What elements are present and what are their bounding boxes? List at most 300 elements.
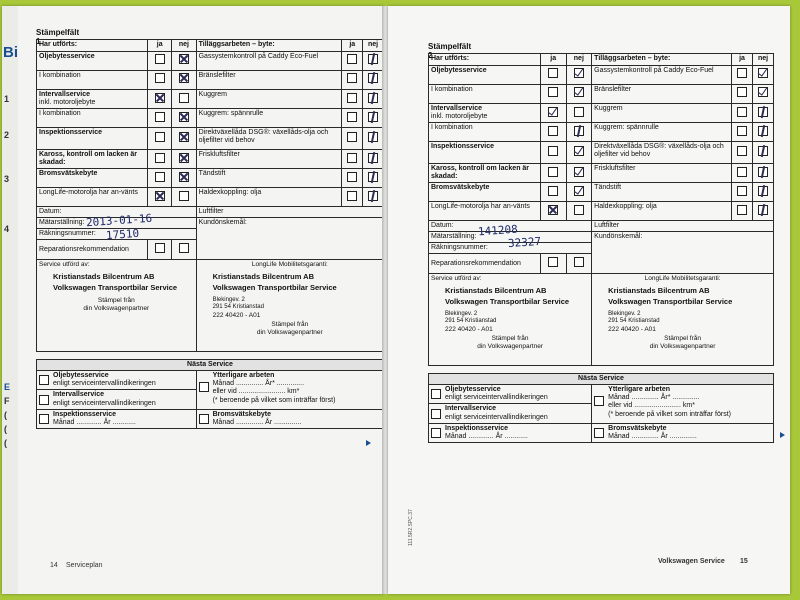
checkbox[interactable] xyxy=(737,146,747,156)
checkbox-cell xyxy=(363,150,384,169)
next-service-item xyxy=(429,385,592,404)
checkbox-cell xyxy=(732,164,753,183)
checkbox[interactable] xyxy=(368,191,378,201)
next-service-title-item: Inspektionsservice xyxy=(445,424,509,432)
checkbox-cell xyxy=(566,66,592,85)
checkbox[interactable] xyxy=(758,68,768,78)
checkbox[interactable] xyxy=(39,375,49,385)
checkbox-cell xyxy=(732,202,753,221)
stamp-caption-1: Stämpel från xyxy=(97,297,135,305)
checkbox[interactable] xyxy=(548,107,558,117)
service-label: LongLife-motorolja har an-vänts xyxy=(37,188,148,207)
additional-label: Friskluftsfilter xyxy=(592,164,732,183)
checkbox[interactable] xyxy=(548,146,558,156)
checkbox[interactable] xyxy=(574,126,584,136)
checkbox-cell xyxy=(753,202,774,221)
checkbox-cell xyxy=(363,90,384,109)
checkbox[interactable] xyxy=(368,172,378,182)
checkbox[interactable] xyxy=(758,167,768,177)
checkbox[interactable] xyxy=(155,93,165,103)
checkbox[interactable] xyxy=(758,87,768,97)
date-label: Datum: xyxy=(37,207,197,218)
checkbox[interactable] xyxy=(368,112,378,122)
checkbox[interactable] xyxy=(155,132,165,142)
checkbox-cell xyxy=(753,104,774,123)
checkbox[interactable] xyxy=(347,112,357,122)
stamp-division: Volkswagen Transportbilar Service xyxy=(212,283,337,293)
checkbox[interactable] xyxy=(179,73,189,83)
service-label: Inspektionsservice xyxy=(37,128,148,150)
stamp-caption xyxy=(39,297,194,312)
stamp-label: LongLife Mobilitetsgaranti: xyxy=(251,261,328,269)
checkbox-cell xyxy=(753,66,774,85)
checkbox[interactable] xyxy=(548,205,558,215)
next-service-title-item: Intervallservice xyxy=(53,391,104,399)
odometer-label: Mätarställning: xyxy=(429,232,592,243)
checkbox[interactable] xyxy=(548,68,558,78)
checkbox[interactable] xyxy=(737,107,747,117)
brake-fluid-title: Bromsvätskebyte xyxy=(212,410,271,418)
checkbox-cell xyxy=(753,123,774,142)
handwritten-date: 2013-01-16 xyxy=(85,211,153,230)
left-page xyxy=(2,6,384,594)
repair-recommendation-label: Reparationsrekommendation xyxy=(37,240,148,260)
side-letter: ( xyxy=(4,410,7,420)
checkbox[interactable] xyxy=(574,186,584,196)
stamp-caption-2: din Volkswagenpartner xyxy=(477,342,543,350)
service-label: Kaross, kontroll om lacken är skadad: xyxy=(37,150,148,169)
checkbox[interactable] xyxy=(155,73,165,83)
next-service-sub: Månad ............. År ............ xyxy=(445,432,528,440)
checkbox[interactable] xyxy=(179,153,189,163)
next-service-title: Nästa Service xyxy=(429,374,774,385)
checkbox-cell xyxy=(566,254,592,274)
checkbox[interactable] xyxy=(548,167,558,177)
side-heading: Bi xyxy=(3,44,18,61)
footer-page-number: 15 xyxy=(740,558,748,565)
stamp-city: 291 54 Kristianstad xyxy=(608,317,660,324)
next-service-title: Nästa Service xyxy=(37,360,384,371)
side-number: 1 xyxy=(4,94,10,104)
checkbox-cell xyxy=(342,71,363,90)
service-label: I kombination xyxy=(37,109,148,128)
checkbox[interactable] xyxy=(548,257,558,267)
checkbox-cell xyxy=(172,240,196,260)
next-service-item xyxy=(37,390,197,409)
checkbox-cell xyxy=(753,142,774,164)
additional-label: Tändstift xyxy=(592,183,732,202)
form-title: Stämpelfält 2 xyxy=(428,42,472,61)
next-service-sub: enligt serviceintervallindikeringen xyxy=(53,380,156,388)
customer-wishes-label: Kundönskemål: xyxy=(592,232,774,274)
handwritten-odometer: 32327 xyxy=(507,234,542,251)
stamp-caption-2: din Volkswagenpartner xyxy=(649,342,716,350)
additional-label: Gassystemkontroll på Caddy Eco-Fuel xyxy=(592,66,732,85)
side-strip xyxy=(2,6,18,594)
checkbox[interactable] xyxy=(155,243,165,253)
side-letter: F xyxy=(4,396,10,406)
form-title: Stämpelfält 1 xyxy=(36,28,80,47)
checkbox[interactable] xyxy=(431,389,441,399)
stamp-label: LongLife Mobilitetsgaranti: xyxy=(644,275,721,283)
additional-label: Bränslefilter xyxy=(196,71,342,90)
service-label: Intervallservice inkl. motoroljebyte xyxy=(429,104,541,123)
checkbox-cell xyxy=(342,52,363,71)
checkbox-cell xyxy=(363,109,384,128)
checkbox[interactable] xyxy=(347,191,357,201)
stamp-caption-1: Stämpel från xyxy=(664,335,702,343)
extra-work-note: (* beroende på vilket som inträffar först) xyxy=(212,396,336,404)
checkbox-cell xyxy=(172,169,196,188)
footer-brand: Volkswagen Service xyxy=(658,558,725,565)
checkbox-cell xyxy=(342,169,363,188)
checkbox[interactable] xyxy=(179,132,189,142)
stamp-city: 291 54 Kristianstad xyxy=(212,303,264,310)
checkbox-cell xyxy=(540,142,566,164)
service-sublabel: inkl. motoroljebyte xyxy=(39,99,96,107)
header-ja: ja xyxy=(342,40,363,52)
service-label: Kaross, kontroll om lacken är skadad: xyxy=(429,164,541,183)
extra-work-month: Månad .............. År* .............. xyxy=(608,394,700,402)
checkbox[interactable] xyxy=(737,205,747,215)
next-service-extra xyxy=(592,385,774,423)
header-performed: Har utförts: xyxy=(429,54,541,66)
service-stamp-cell xyxy=(37,260,197,352)
checkbox[interactable] xyxy=(179,112,189,122)
additional-label: Haldexkoppling: olja xyxy=(196,188,342,207)
next-service-item xyxy=(429,404,592,423)
additional-label: Kuggrem: spännrulle xyxy=(592,123,732,142)
checkbox-cell xyxy=(148,90,172,109)
checkbox[interactable] xyxy=(368,54,378,64)
checkbox-cell xyxy=(732,104,753,123)
checkbox-cell xyxy=(566,202,592,221)
side-number: 2 xyxy=(4,130,10,140)
air-filter-label: Luftfilter xyxy=(592,221,774,232)
footer-section: Serviceplan xyxy=(66,562,103,569)
stamp-division: Volkswagen Transportbilar Service xyxy=(445,297,570,307)
extra-work-title: Ytterligare arbeten xyxy=(608,386,671,394)
checkbox-cell xyxy=(753,164,774,183)
dealer-stamp xyxy=(445,287,603,334)
checkbox-cell xyxy=(342,109,363,128)
checkbox-cell xyxy=(172,109,196,128)
stamp-caption-2: din Volkswagenpartner xyxy=(256,328,323,336)
header-nej: nej xyxy=(566,54,592,66)
service-stamp-cell xyxy=(429,274,592,366)
longlife-stamp-cell xyxy=(592,274,774,366)
header-ja: ja xyxy=(540,54,566,66)
service-label: I kombination xyxy=(429,85,541,104)
checkbox[interactable] xyxy=(431,428,441,438)
checkbox[interactable] xyxy=(737,126,747,136)
checkbox-cell xyxy=(540,66,566,85)
checkbox[interactable] xyxy=(574,205,584,215)
extra-work-km: eller vid ........................ km* xyxy=(608,402,695,410)
checkbox-cell xyxy=(732,66,753,85)
additional-label: Tändstift xyxy=(196,169,342,188)
date-label: Datum: xyxy=(429,221,592,232)
checkbox[interactable] xyxy=(737,68,747,78)
service-table xyxy=(428,53,774,443)
checkbox[interactable] xyxy=(155,54,165,64)
stamp-code: 222 40420 - A01 xyxy=(212,311,261,319)
header-performed: Har utförts: xyxy=(37,40,148,52)
checkbox[interactable] xyxy=(155,191,165,201)
checkbox-cell xyxy=(148,109,172,128)
checkbox[interactable] xyxy=(39,395,49,405)
checkbox[interactable] xyxy=(39,414,49,424)
header-additional: Tilläggsarbeten – byte: xyxy=(196,40,342,52)
checkbox-cell xyxy=(566,183,592,202)
stamp-caption-1: Stämpel från xyxy=(491,335,529,343)
checkbox-cell xyxy=(540,254,566,274)
checkbox-cell xyxy=(540,164,566,183)
checkbox-cell xyxy=(148,150,172,169)
stamp-caption xyxy=(199,321,381,336)
additional-label: Kuggrem xyxy=(592,104,732,123)
checkbox[interactable] xyxy=(548,186,558,196)
additional-label: Direktväxellåda DSG®: växellåds-olja och oljefilter vid behov xyxy=(592,142,732,164)
checkbox[interactable] xyxy=(179,93,189,103)
handwritten-date: 141208 xyxy=(477,222,519,239)
stamp-division: Volkswagen Transportbilar Service xyxy=(608,297,733,307)
document-code: 111.5R2.SPC.37 xyxy=(408,509,414,546)
service-label: Bromsvätskebyte xyxy=(37,169,148,188)
dealer-stamp xyxy=(608,287,785,334)
next-service-title-item: Oljebytesservice xyxy=(445,386,501,394)
service-label: Oljebytesservice xyxy=(37,52,148,71)
checkbox[interactable] xyxy=(758,205,768,215)
checkbox-cell xyxy=(753,183,774,202)
checkbox[interactable] xyxy=(347,93,357,103)
stamp-street: Blekingev. 2 xyxy=(608,311,641,318)
side-letter: E xyxy=(4,382,11,392)
stamp-label: Service utförd av: xyxy=(39,261,90,269)
next-service-sub: enligt serviceintervallindikeringen xyxy=(53,399,156,407)
checkbox-cell xyxy=(342,150,363,169)
checkbox[interactable] xyxy=(574,68,584,78)
repair-recommendation-label: Reparationsrekommendation xyxy=(429,254,541,274)
invoice-number-label: Räkningsnummer: xyxy=(37,229,197,240)
checkbox[interactable] xyxy=(368,153,378,163)
service-label: Bromsvätskebyte xyxy=(429,183,541,202)
checkbox[interactable] xyxy=(548,87,558,97)
checkbox[interactable] xyxy=(179,243,189,253)
checkbox[interactable] xyxy=(737,186,747,196)
checkbox-cell xyxy=(148,52,172,71)
checkbox[interactable] xyxy=(347,73,357,83)
additional-label: Direktväxellåda DSG®: växellåds-olja och oljefilter vid behov xyxy=(196,128,342,150)
header-additional: Tilläggsarbeten – byte: xyxy=(592,54,732,66)
longlife-stamp-cell xyxy=(196,260,383,352)
checkbox[interactable] xyxy=(155,112,165,122)
checkbox[interactable] xyxy=(737,167,747,177)
stamp-code: 222 40420 - A01 xyxy=(445,325,493,333)
service-table xyxy=(36,39,384,429)
arrow-right-icon xyxy=(366,440,371,446)
odometer-label: Mätarställning: xyxy=(37,218,197,229)
service-label: LongLife-motorolja har an-vänts xyxy=(429,202,541,221)
checkbox-cell xyxy=(566,142,592,164)
next-service-item xyxy=(37,409,197,428)
checkbox-cell xyxy=(342,128,363,150)
checkbox-cell xyxy=(732,85,753,104)
checkbox[interactable] xyxy=(347,132,357,142)
extra-work-title: Ytterligare arbeten xyxy=(212,372,275,380)
checkbox-cell xyxy=(566,164,592,183)
air-filter-label: Luftfilter xyxy=(196,207,383,218)
next-service-item xyxy=(429,423,592,442)
stamp-caption xyxy=(431,335,589,350)
next-service-extra xyxy=(196,371,383,409)
checkbox[interactable] xyxy=(574,87,584,97)
checkbox-cell xyxy=(172,90,196,109)
stamp-street: Blekingev. 2 xyxy=(445,311,478,318)
service-label: I kombination xyxy=(37,71,148,90)
checkbox-cell xyxy=(753,85,774,104)
checkbox[interactable] xyxy=(737,87,747,97)
checkbox-cell xyxy=(540,202,566,221)
side-number: 3 xyxy=(4,174,10,184)
invoice-number-label: Räkningsnummer: xyxy=(429,243,592,254)
checkbox[interactable] xyxy=(758,146,768,156)
checkbox[interactable] xyxy=(368,132,378,142)
stamp-division: Volkswagen Transportbilar Service xyxy=(53,283,178,293)
checkbox[interactable] xyxy=(574,146,584,156)
dealer-stamp xyxy=(53,273,208,293)
next-service-title-item: Oljebytesservice xyxy=(53,372,109,380)
side-letter: ( xyxy=(4,438,7,448)
brake-fluid-month: Månad .............. År .............. xyxy=(212,418,302,426)
checkbox-cell xyxy=(732,123,753,142)
service-label: I kombination xyxy=(429,123,541,142)
checkbox-cell xyxy=(566,123,592,142)
additional-label: Bränslefilter xyxy=(592,85,732,104)
stamp-caption-1: Stämpel från xyxy=(271,321,309,329)
checkbox[interactable] xyxy=(574,167,584,177)
brake-fluid-month: Månad .............. År .............. xyxy=(608,432,697,440)
additional-label: Kuggrem: spännrulle xyxy=(196,109,342,128)
brake-fluid-next xyxy=(196,409,383,428)
stamp-company: Kristianstads Bilcentrum AB xyxy=(445,285,547,295)
header-nej: nej xyxy=(753,54,774,66)
checkbox-cell xyxy=(540,183,566,202)
stamp-label: Service utförd av: xyxy=(431,275,482,283)
checkbox[interactable] xyxy=(347,172,357,182)
checkbox[interactable] xyxy=(574,257,584,267)
checkbox-cell xyxy=(172,150,196,169)
service-label: Intervallservice inkl. motoroljebyte xyxy=(37,90,148,109)
checkbox-cell xyxy=(148,128,172,150)
checkbox[interactable] xyxy=(368,73,378,83)
checkbox[interactable] xyxy=(199,414,209,424)
footer-page-number: 14 xyxy=(50,562,58,569)
checkbox-cell xyxy=(363,128,384,150)
right-page xyxy=(388,6,790,594)
service-label: Inspektionsservice xyxy=(429,142,541,164)
brake-fluid-next xyxy=(592,423,774,442)
additional-label: Gassystemkontroll på Caddy Eco-Fuel xyxy=(196,52,342,71)
checkbox-cell xyxy=(148,240,172,260)
checkbox[interactable] xyxy=(594,396,604,406)
side-number: 4 xyxy=(4,224,10,234)
stamp-company: Kristianstads Bilcentrum AB xyxy=(53,271,155,281)
checkbox[interactable] xyxy=(199,382,209,392)
checkbox-cell xyxy=(540,85,566,104)
stamp-company: Kristianstads Bilcentrum AB xyxy=(212,271,315,281)
checkbox[interactable] xyxy=(155,153,165,163)
next-service-title-item: Inspektionsservice xyxy=(53,410,117,418)
additional-label: Friskluftsfilter xyxy=(196,150,342,169)
service-sublabel: inkl. motoroljebyte xyxy=(431,113,488,121)
checkbox[interactable] xyxy=(548,126,558,136)
extra-work-note: (* beroende på vilket som inträffar först) xyxy=(608,410,731,418)
checkbox[interactable] xyxy=(758,107,768,117)
checkbox-cell xyxy=(342,90,363,109)
checkbox-cell xyxy=(148,188,172,207)
checkbox[interactable] xyxy=(179,172,189,182)
checkbox-cell xyxy=(540,123,566,142)
header-nej: nej xyxy=(172,40,196,52)
checkbox-cell xyxy=(732,142,753,164)
header-nej: nej xyxy=(363,40,384,52)
checkbox[interactable] xyxy=(431,409,441,419)
checkbox-cell xyxy=(363,188,384,207)
stamp-caption-2: din Volkswagenpartner xyxy=(83,304,150,312)
checkbox[interactable] xyxy=(347,54,357,64)
checkbox[interactable] xyxy=(574,107,584,117)
checkbox[interactable] xyxy=(155,172,165,182)
arrow-right-icon xyxy=(780,432,785,438)
additional-label: Haldexkoppling: olja xyxy=(592,202,732,221)
checkbox-cell xyxy=(342,188,363,207)
stamp-city: 291 54 Kristianstad xyxy=(445,317,497,324)
dealer-stamp xyxy=(213,273,384,320)
next-service-sub: enligt serviceintervallindikeringen xyxy=(445,394,548,402)
extra-work-month: Månad .............. År* .............. xyxy=(212,380,305,388)
spacer xyxy=(429,366,774,374)
next-service-sub: enligt serviceintervallindikeringen xyxy=(445,413,548,421)
customer-wishes-label: Kundönskemål: xyxy=(196,218,383,260)
checkbox[interactable] xyxy=(758,186,768,196)
service-label: Oljebytesservice xyxy=(429,66,541,85)
extra-work-km: eller vid ........................ km* xyxy=(212,388,300,396)
additional-label: Kuggrem xyxy=(196,90,342,109)
checkbox-cell xyxy=(148,169,172,188)
checkbox-cell xyxy=(172,128,196,150)
checkbox-cell xyxy=(363,52,384,71)
checkbox[interactable] xyxy=(347,153,357,163)
spacer xyxy=(37,352,384,360)
checkbox-cell xyxy=(732,183,753,202)
checkbox[interactable] xyxy=(758,126,768,136)
stamp-street: Blekingev. 2 xyxy=(212,297,245,304)
checkbox[interactable] xyxy=(179,191,189,201)
checkbox-cell xyxy=(172,52,196,71)
stamp-caption xyxy=(594,335,771,350)
checkbox[interactable] xyxy=(368,93,378,103)
checkbox-cell xyxy=(566,85,592,104)
next-service-item xyxy=(37,371,197,390)
brake-fluid-title: Bromsvätskebyte xyxy=(608,424,667,432)
checkbox[interactable] xyxy=(179,54,189,64)
checkbox-cell xyxy=(363,169,384,188)
header-ja: ja xyxy=(732,54,753,66)
checkbox-cell xyxy=(363,71,384,90)
checkbox-cell xyxy=(172,188,196,207)
checkbox[interactable] xyxy=(594,428,604,438)
